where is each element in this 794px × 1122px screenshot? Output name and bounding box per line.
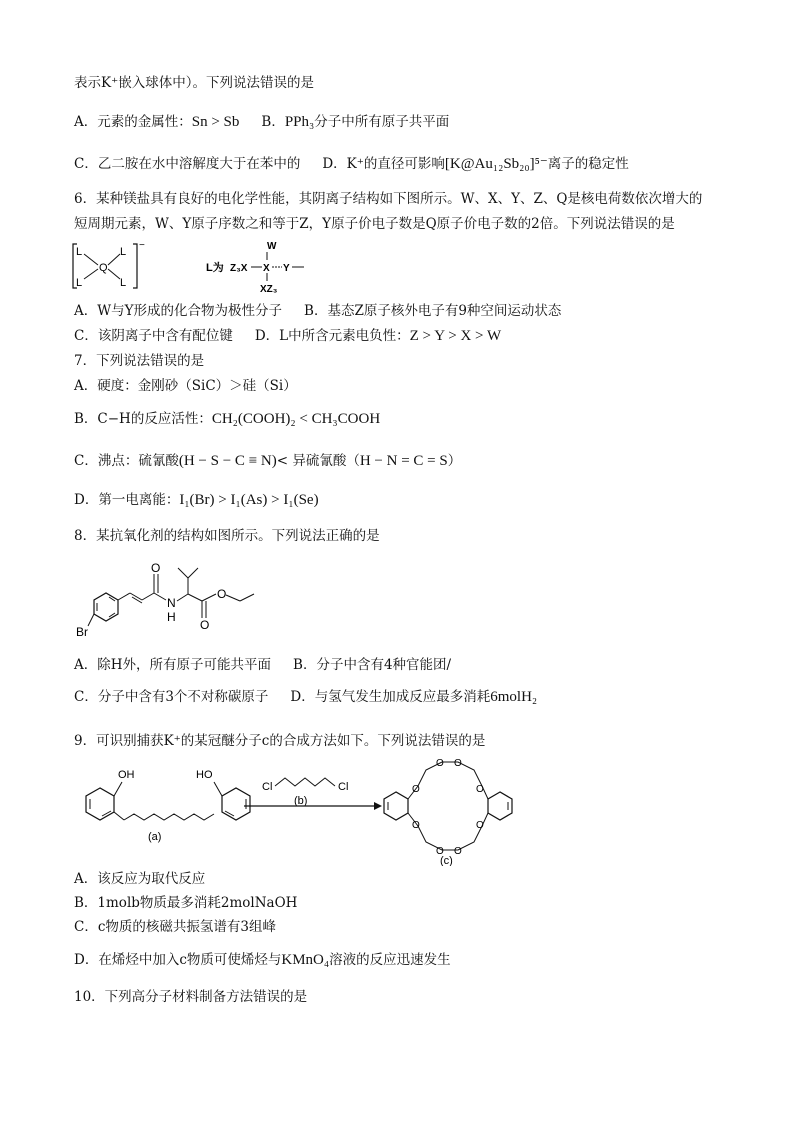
q9-synthesis-scheme <box>68 756 528 866</box>
svg-text:Br: Br <box>76 625 88 639</box>
svg-text:W: W <box>267 241 277 252</box>
q8-option-a: A．除H外，所有原子可能共平面 <box>74 657 272 673</box>
q7-stem: 7．下列说法错误的是 <box>74 353 205 369</box>
svg-text:O: O <box>476 784 484 795</box>
svg-text:O: O <box>454 758 462 769</box>
svg-text:Cl: Cl <box>338 781 349 793</box>
q6-options-row1 <box>74 302 561 320</box>
q5-option-a: A．元素的金属性：Sn > Sb <box>74 114 240 130</box>
q6-options-row2 <box>74 327 501 345</box>
q6-option-b: B．基态Z原子核外电子有9种空间运动状态 <box>304 303 562 319</box>
svg-text:XZ₃: XZ₃ <box>260 284 278 295</box>
svg-text:H: H <box>167 610 176 624</box>
svg-text:O: O <box>217 587 227 601</box>
q7-option-d: D．第一电离能：I₁(Br) > I₁(As) > I₁(Se) <box>74 492 319 508</box>
q8-options-row1 <box>74 656 451 674</box>
q8-options-row2 <box>74 688 537 706</box>
svg-text:O: O <box>412 784 420 795</box>
svg-text:L: L <box>76 246 83 258</box>
q5-option-c: C．乙二胺在水中溶解度大于在苯中的 <box>74 156 301 172</box>
q5-option-d: D．K⁺的直径可影响[K@Au₁₂Sb₂₀]⁵⁻离子的稳定性 <box>322 156 629 172</box>
q9-option-d: D．在烯烃中加入c物质可使烯烃与KMnO₄溶液的反应迅速发生 <box>74 952 451 968</box>
svg-text:L: L <box>76 277 83 289</box>
svg-text:O: O <box>200 618 210 632</box>
q10-stem: 10．下列高分子材料制备方法错误的是 <box>74 989 308 1005</box>
svg-text:O: O <box>436 758 444 769</box>
q7-option-a: A．硬度：金刚砂（SiC）＞硅（Si） <box>74 378 297 394</box>
svg-text:(a): (a) <box>148 831 162 843</box>
svg-text:O: O <box>436 846 444 857</box>
q8-antioxidant-structure <box>70 550 310 640</box>
q6-option-a: A．W与Y形成的化合物为极性分子 <box>74 303 283 319</box>
q6-anion-structure <box>70 238 330 298</box>
q9-option-a: A．该反应为取代反应 <box>74 871 206 887</box>
svg-text:L: L <box>120 277 127 289</box>
q8-option-d: D．与氢气发生加成反应最多消耗6molH₂ <box>290 689 538 705</box>
q8-option-c: C．分子中含有3个不对称碳原子 <box>74 689 269 705</box>
q9-option-b: B．1molb物质最多消耗2molNaOH <box>74 895 298 911</box>
svg-text:Z₃X: Z₃X <box>230 263 248 274</box>
q7-option-b: B．C−H的反应活性：CH₂(COOH)₂ < CH₃COOH <box>74 411 381 427</box>
svg-text:HO: HO <box>196 769 213 781</box>
svg-text:O: O <box>151 561 161 575</box>
q6-stem-line1: 6．某种镁盐具有良好的电化学性能，其阴离子结构如下图所示。W、X、Y、Z、Q是核电荷数依次增大的 <box>74 191 703 207</box>
svg-text:L: L <box>120 246 127 258</box>
q9-stem: 9．可识别捕获K⁺的某冠醚分子c的合成方法如下。下列说法错误的是 <box>74 733 486 749</box>
q5-options-row1 <box>74 113 449 131</box>
q7-option-c: C．沸点：硫氰酸(H − S − C ≡ N)< 异硫氰酸（H − N = C = S） <box>74 453 462 469</box>
svg-text:(c): (c) <box>440 855 453 866</box>
svg-text:Y: Y <box>283 263 290 274</box>
q5-options-row2 <box>74 155 629 173</box>
q6-option-c: C．该阴离子中含有配位键 <box>74 328 233 344</box>
svg-text:O: O <box>454 846 462 857</box>
q6-option-d: D．L中所含元素电负性：Z > Y > X > W <box>254 328 502 344</box>
q9-option-c: C．c物质的核磁共振氢谱有3组峰 <box>74 919 276 935</box>
svg-text:O: O <box>476 820 484 831</box>
anion-charge: − <box>139 240 145 251</box>
central-atom-q: Q <box>99 262 108 274</box>
svg-text:OH: OH <box>118 769 135 781</box>
q6-stem-line2: 短周期元素，W、Y原子序数之和等于Z，Y原子价电子数是Q原子价电子数的2倍。下列说法错误的是 <box>74 216 675 232</box>
svg-text:(b): (b) <box>294 795 308 807</box>
svg-text:X: X <box>263 263 270 274</box>
svg-text:L为: L为 <box>206 262 224 274</box>
svg-text:N: N <box>167 596 176 610</box>
q5-option-b: B．PPh₃分子中所有原子共平面 <box>261 114 450 130</box>
q8-stem: 8．某抗氧化剂的结构如图所示。下列说法正确的是 <box>74 528 380 544</box>
q5-stem-tail: 表示K⁺嵌入球体中）。下列说法错误的是 <box>74 75 314 91</box>
q8-option-b: B．分子中含有4种官能团/ <box>293 657 452 673</box>
svg-text:Cl: Cl <box>262 781 273 793</box>
svg-text:O: O <box>412 820 420 831</box>
